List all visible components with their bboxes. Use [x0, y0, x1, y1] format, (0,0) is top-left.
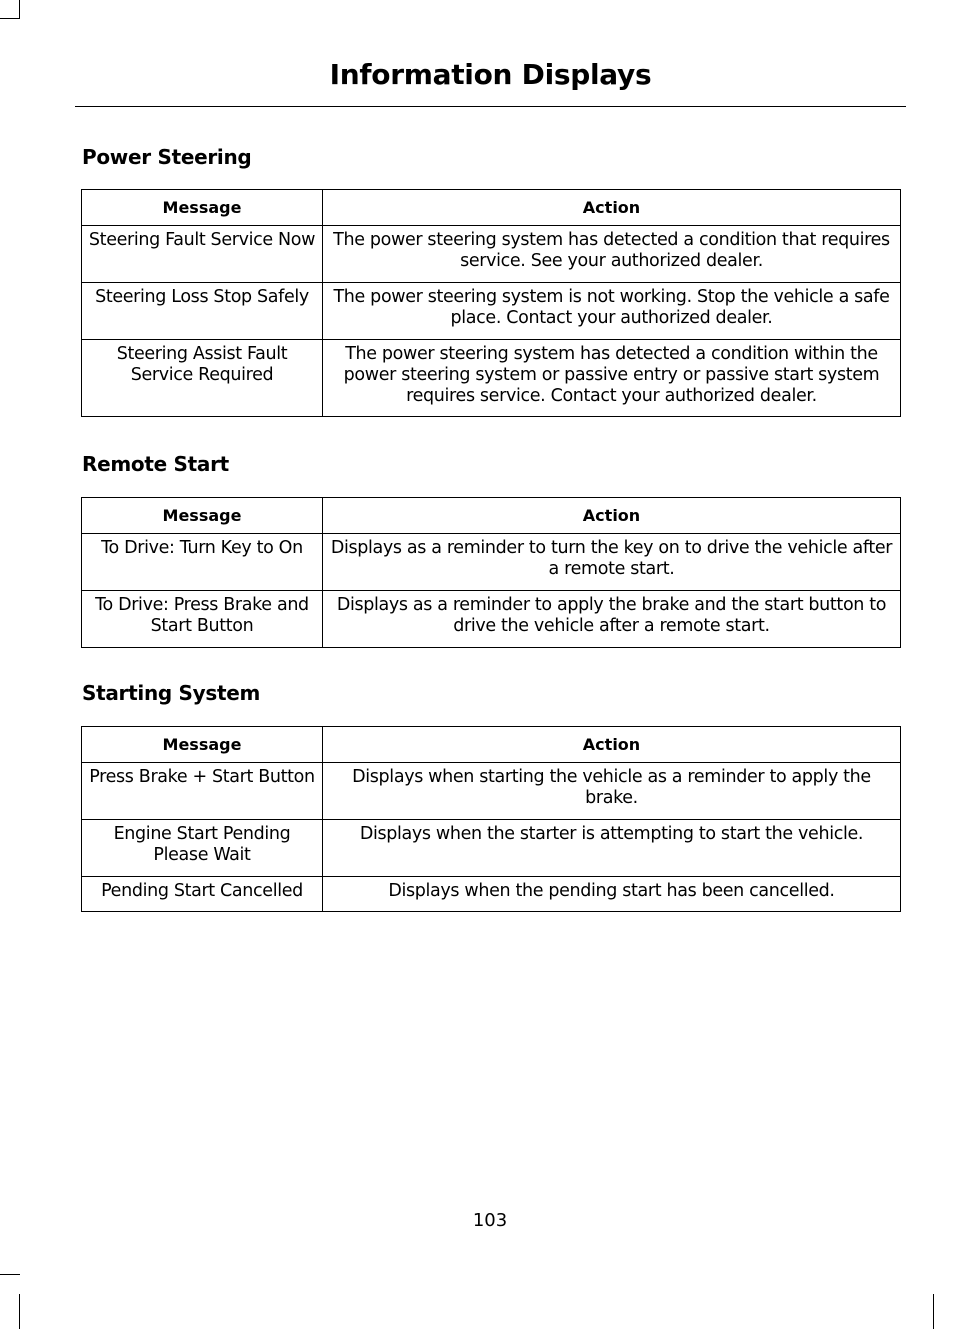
action-cell: Displays as a reminder to turn the key on to drive the vehicle after a remote start.: [323, 534, 901, 591]
column-header-action: Action: [323, 190, 901, 226]
action-cell: The power steering system has detected a condition that requires service. See your authorized dealer.: [323, 226, 901, 283]
power-steering-table: [81, 189, 901, 417]
crop-mark: [933, 1294, 934, 1329]
action-cell: Displays when the starter is attempting to start the vehicle.: [323, 820, 901, 877]
page-number: 103: [472, 1210, 508, 1231]
column-header-message: Message: [82, 727, 323, 763]
table-row: [82, 877, 901, 912]
column-header-action: Action: [323, 727, 901, 763]
section-heading-remote-start: Remote Start: [82, 452, 229, 476]
crop-mark: [0, 1274, 20, 1275]
table-header-row: [82, 498, 901, 534]
table-row: [82, 591, 901, 648]
column-header-message: Message: [82, 190, 323, 226]
table-header-row: [82, 727, 901, 763]
starting-system-table: [81, 726, 901, 912]
message-cell: Press Brake + Start Button: [82, 763, 323, 820]
remote-start-table: [81, 497, 901, 648]
message-cell: Steering Fault Service Now: [82, 226, 323, 283]
action-cell: The power steering system is not working. Stop the vehicle a safe place. Contact your authorized dealer.: [323, 283, 901, 340]
table-header-row: [82, 190, 901, 226]
section-heading-power-steering: Power Steering: [82, 145, 252, 169]
message-cell: Steering Assist Fault Service Required: [82, 340, 323, 417]
action-cell: The power steering system has detected a condition within the power steering system or passive entry or passive start system requires service. Contact your authorized dealer.: [323, 340, 901, 417]
message-cell: To Drive: Press Brake and Start Button: [82, 591, 323, 648]
message-cell: Steering Loss Stop Safely: [82, 283, 323, 340]
action-cell: Displays when starting the vehicle as a reminder to apply the brake.: [323, 763, 901, 820]
action-cell: Displays as a reminder to apply the brake and the start button to drive the vehicle after a remote start.: [323, 591, 901, 648]
table-row: [82, 283, 901, 340]
section-heading-starting-system: Starting System: [82, 681, 261, 705]
message-cell: Engine Start Pending Please Wait: [82, 820, 323, 877]
crop-mark: [19, 0, 20, 18]
message-cell: To Drive: Turn Key to On: [82, 534, 323, 591]
table-row: [82, 226, 901, 283]
table-row: [82, 763, 901, 820]
table-row: [82, 340, 901, 417]
table-row: [82, 534, 901, 591]
message-cell: Pending Start Cancelled: [82, 877, 323, 912]
table-row: [82, 820, 901, 877]
title-divider: [75, 106, 906, 107]
column-header-action: Action: [323, 498, 901, 534]
column-header-message: Message: [82, 498, 323, 534]
crop-mark: [19, 1294, 20, 1329]
action-cell: Displays when the pending start has been cancelled.: [323, 877, 901, 912]
crop-mark: [0, 18, 20, 19]
page-title: Information Displays: [329, 58, 652, 91]
